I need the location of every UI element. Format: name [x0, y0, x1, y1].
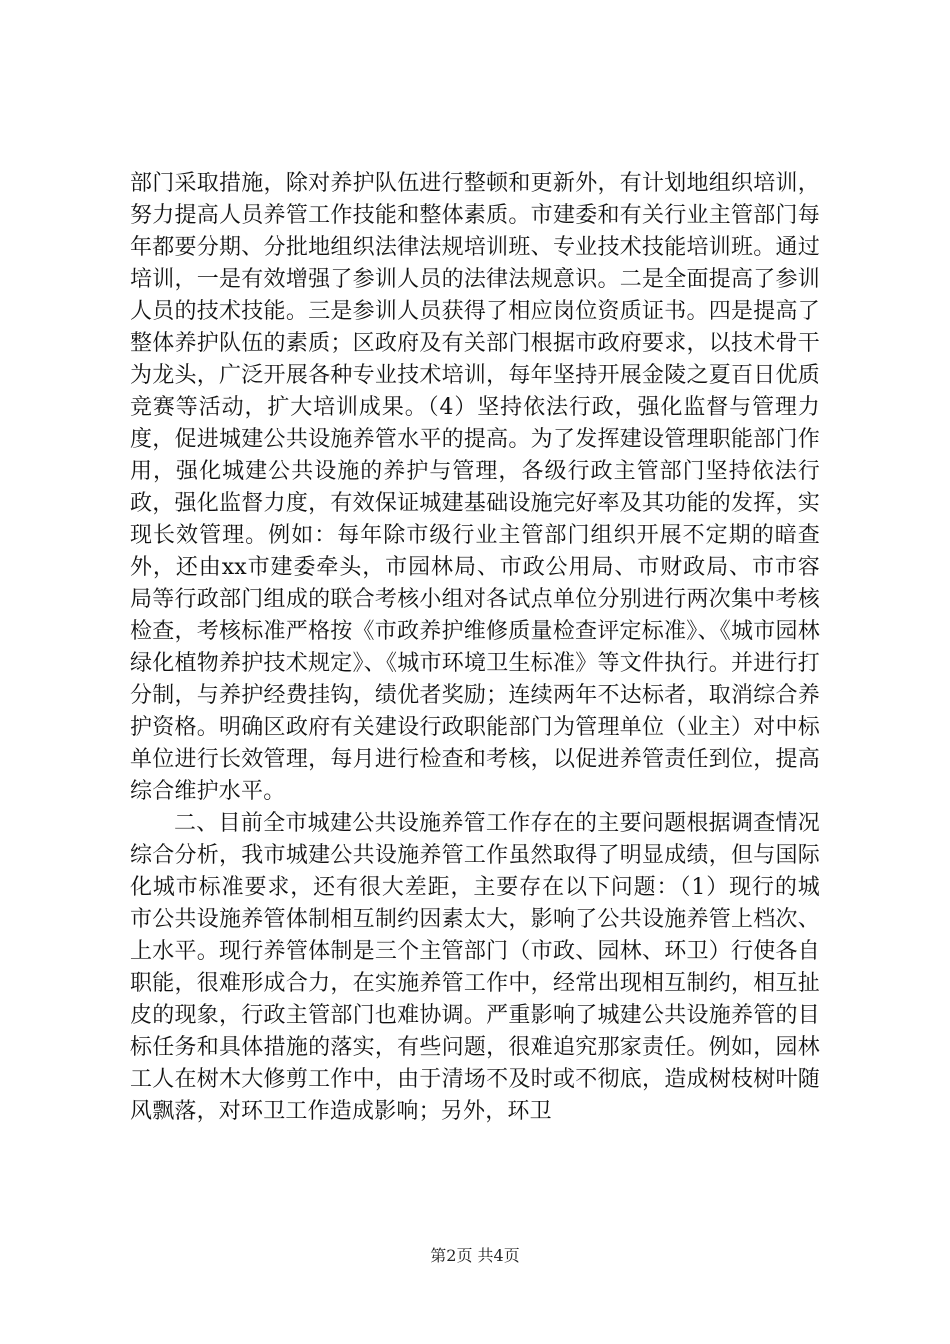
page-footer: 第2页 共4页	[430, 1246, 520, 1265]
document-body	[130, 168, 820, 1128]
paragraph-2: 二、目前全市城建公共设施养管工作存在的主要问题根据调查情况综合分析，我市城建公共设施养管工作虽然取得了明显成绩，但与国际化城市标准要求，还有很大差距，主要存在以下问题：（1）现行的城市公共设施养管体制相互制约因素太大，影响了公共设施养管上档次、上水平。现行养管体制是三个主管部门（市政、园林、环卫）行使各自职能，很难形成合力，在实施养管工作中，经常出现相互制约，相互扯皮的现象，行政主管部门也难协调。严重影响了城建公共设施养管的目标任务和具体措施的落实，有些问题，很难追究那家责任。例如，园林工人在树木大修剪工作中，由于清场不及时或不彻底，造成树枝树叶随风飘落，对环卫工作造成影响；另外，环卫	[130, 811, 820, 1124]
paragraph-1: 部门采取措施，除对养护队伍进行整顿和更新外，有计划地组织培训，努力提高人员养管工作技能和整体素质。市建委和有关行业主管部门每年都要分期、分批地组织法律法规培训班、专业技术技能培训班。通过培训，一是有效增强了参训人员的法律法规意识。二是全面提高了参训人员的技术技能。三是参训人员获得了相应岗位资质证书。四是提高了整体养护队伍的素质；区政府及有关部门根据市政府要求，以技术骨干为龙头，广泛开展各种专业技术培训，每年坚持开展金陵之夏百日优质竞赛等活动，扩大培训成果。（4）坚持依法行政，强化监督与管理力度，促进城建公共设施养管水平的提高。为了发挥建设管理职能部门作用，强化城建公共设施的养护与管理，各级行政主管部门坚持依法行政，强化监督力度，有效保证城建基础设施完好率及其功能的发挥，实现长效管理。例如：每年除市级行业主管部门组织开展不定期的暗查外，还由xx市建委牵头，市园林局、市政公用局、市财政局、市市容局等行政部门组成的联合考核小组对各试点单位分别进行两次集中考核检查，考核标准严格按《市政养护维修质量检查评定标准》、《城市园林绿化植物养护技术规定》、《城市环境卫生标准》等文件执行。并进行打分制，与养护经费挂钩，绩优者奖励；连续两年不达标者，取消综合养护资格。明确区政府有关建设行政职能部门为管理单位（业主）对中标单位进行长效管理，每月进行检查和考核，以促进养管责任到位，提高综合维护水平。	[130, 171, 820, 804]
